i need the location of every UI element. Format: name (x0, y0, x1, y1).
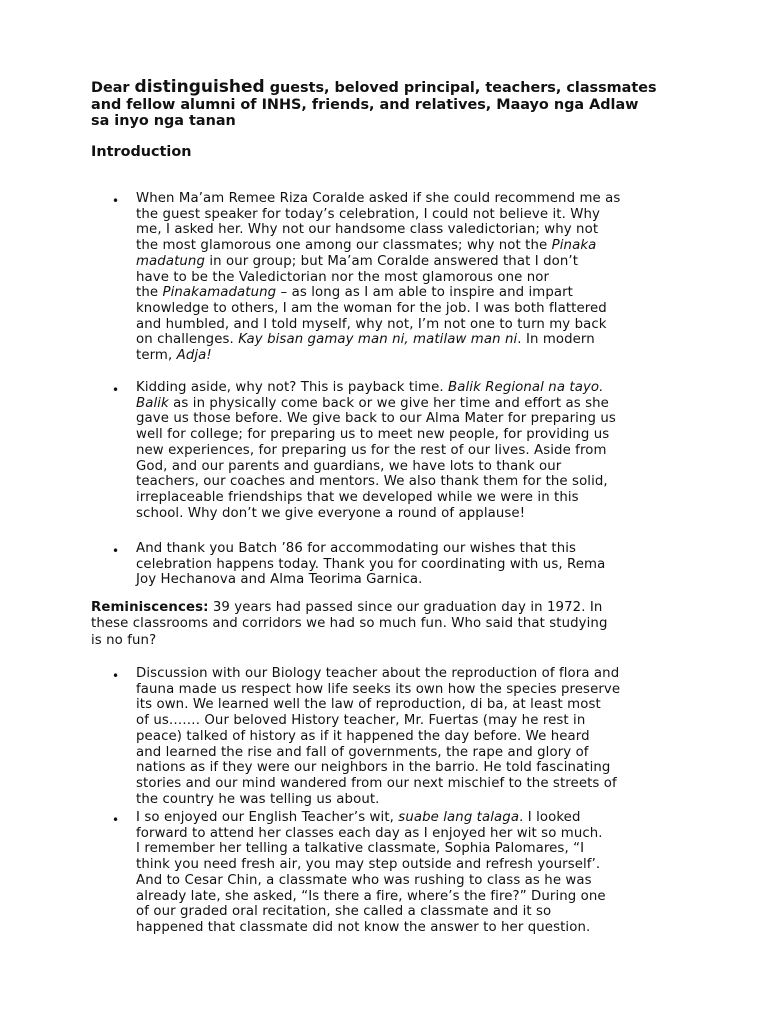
salutation-prefix: Dear (91, 80, 135, 96)
italic-run: Adja! (176, 348, 212, 364)
text-line: Discussion with our Biology teacher about the reproduction of flora and (136, 666, 620, 681)
text-line: teachers, our coaches and mentors. We also thank them for the solid, (136, 474, 608, 490)
text-line: the country he was telling us about. (136, 791, 380, 807)
text-line: celebration happens today. Thank you for coordinating with us, Rema (136, 556, 606, 572)
text-run: the most glamorous one among our classmates; why not the (136, 238, 552, 254)
text-run: 39 years had passed since our graduation day in 1972. In (208, 600, 603, 615)
text-line: new experiences, for preparing us for the rest of our lives. Aside from (136, 442, 607, 458)
text-run: in our group; but Ma’am Coralde answered that I don’t (205, 253, 579, 269)
italic-run: Kay bisan gamay man ni, matilaw man ni (238, 332, 518, 348)
text-line (136, 810, 676, 826)
text-line: think you need fresh air, you may step outside and refresh yourself’. (136, 857, 601, 873)
text-line: And to Cesar Chin, a classmate who was rushing to class as he was (136, 872, 592, 888)
text-run: as in physically come back or we give her time and effort as she (168, 395, 609, 411)
reminiscences-heading: Reminiscences: (91, 600, 209, 615)
introduction-heading: Introduction (91, 144, 192, 160)
italic-run: Pinakamadatung (162, 285, 277, 301)
text-line: forward to attend her classes each day as I enjoyed her wit so much. (136, 825, 603, 841)
text-line (136, 396, 676, 412)
paragraph-thanks (136, 541, 676, 588)
text-line: have to be the Valedictorian nor the most glamorous one nor (136, 269, 550, 285)
text-line: of us……. Our beloved History teacher, Mr. Fuertas (may he rest in (136, 713, 586, 729)
text-line: fauna made us respect how life seeks its own how the species preserve (136, 681, 621, 697)
salutation-line1-rest: guests, beloved principal, teachers, classmates (264, 80, 657, 96)
text-line (91, 600, 681, 616)
text-run: – as long as I am able to inspire and impart (276, 285, 574, 301)
text-line: When Ma’am Remee Riza Coralde asked if she could recommend me as (136, 191, 621, 206)
text-line: happened that classmate did not know the answer to her question. (136, 919, 591, 935)
text-line: already late, she asked, “Is there a fire, where’s the fire?” During one (136, 888, 606, 904)
italic-run: Balik (136, 395, 169, 411)
text-line: knowledge to others, I am the woman for the job. I was both flattered (136, 300, 607, 316)
text-line (136, 332, 676, 348)
text-line: me, I asked her. Why not our handsome class valedictorian; why not (136, 222, 599, 238)
text-line: Joy Hechanova and Alma Teorima Garnica. (136, 572, 423, 588)
paragraph-payback (136, 380, 676, 521)
text-line (136, 348, 676, 364)
salutation (91, 79, 691, 130)
bullet-icon: • (112, 544, 120, 558)
text-line: school. Why don’t we give everyone a round of applause! (136, 505, 526, 521)
text-run: term, (136, 348, 177, 364)
salutation-line2: and fellow alumni of INHS, friends, and relatives, Maayo nga Adlaw (91, 96, 639, 113)
italic-run: Balik Regional na tayo. (448, 380, 604, 395)
text-run: I so enjoyed our English Teacher’s wit, (136, 810, 399, 825)
text-line: of our graded oral recitation, she called a classmate and it so (136, 904, 552, 920)
paragraph-english-teacher (136, 810, 676, 936)
text-run: the (136, 285, 163, 301)
text-line: well for college; for preparing us to meet new people, for providing us (136, 427, 610, 443)
italic-run: Pinaka (551, 238, 597, 254)
text-line (136, 238, 676, 254)
text-line: is no fun? (91, 632, 157, 648)
paragraph-invitation (136, 191, 676, 364)
text-run: on challenges. (136, 332, 239, 348)
text-line: its own. We learned well the law of reproduction, di ba, at least most (136, 697, 601, 713)
text-run: Kidding aside, why not? This is payback time. (136, 380, 449, 395)
text-line: I remember her telling a talkative classmate, Sophia Palomares, “I (136, 841, 585, 857)
text-line: nations as if they were our neighbors in the barrio. He told fascinating (136, 760, 611, 776)
text-line (136, 380, 676, 396)
text-line: and humbled, and I told myself, why not, I’m not one to turn my back (136, 316, 607, 332)
text-line: And thank you Batch ’86 for accommodating our wishes that this (136, 541, 577, 556)
text-line: stories and our mind wandered from our next mischief to the streets of (136, 775, 617, 791)
paragraph-teachers (136, 666, 676, 807)
text-line: these classrooms and corridors we had so much fun. Who said that studying (91, 616, 608, 632)
reminiscences-paragraph (91, 600, 681, 649)
text-run: . I looked (519, 810, 581, 825)
text-line: gave us those before. We give back to our Alma Mater for preparing us (136, 411, 616, 427)
text-line: and learned the rise and fall of governments, the rape and glory of (136, 744, 589, 760)
italic-run: suabe lang talaga (398, 810, 520, 825)
text-line (136, 285, 676, 301)
text-line (136, 254, 676, 270)
text-line: God, and our parents and guardians, we have lots to thank our (136, 458, 562, 474)
bullet-icon: • (112, 383, 120, 397)
salutation-emphasis: distinguished (134, 77, 265, 97)
italic-run: madatung (136, 253, 205, 269)
text-line: irreplaceable friendships that we developed while we were in this (136, 489, 579, 505)
text-run: . In modern (517, 332, 595, 348)
salutation-line3: sa inyo nga tanan (91, 113, 236, 129)
text-line: peace) talked of history as if it happened the day before. We heard (136, 728, 590, 744)
bullet-icon: • (112, 669, 120, 683)
bullet-icon: • (112, 813, 120, 827)
bullet-icon: • (112, 194, 120, 208)
text-line: the guest speaker for today’s celebration, I could not believe it. Why (136, 206, 600, 222)
